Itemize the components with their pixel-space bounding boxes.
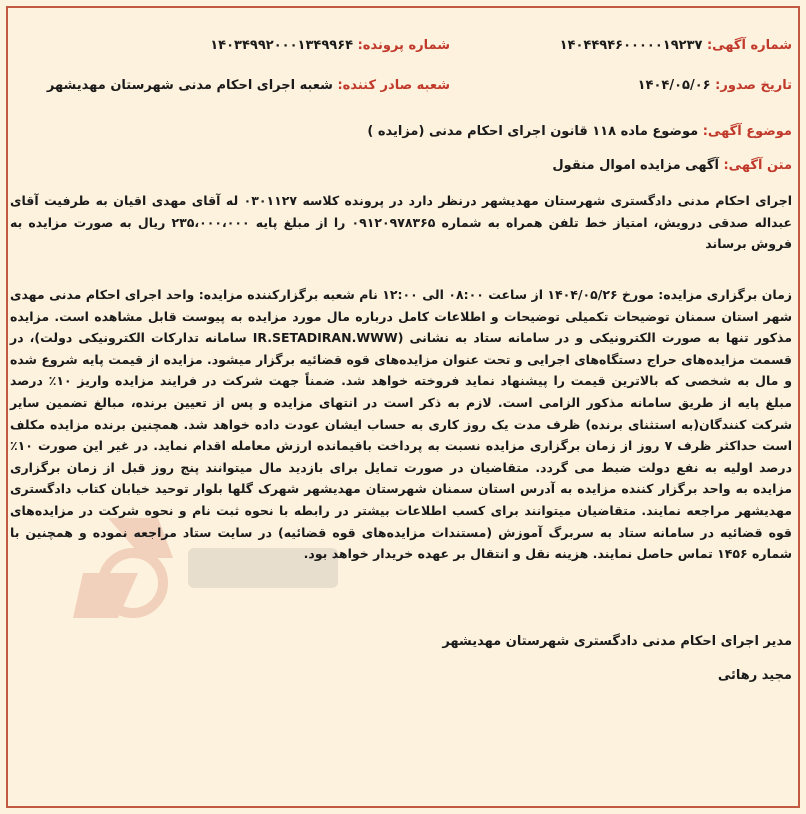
issuer-row <box>47 78 450 93</box>
issue-date-value: ۱۴۰۴/۰۵/۰۶ <box>637 78 711 93</box>
notice-paragraph-2: زمان برگزاری مزایده: مورخ ۱۴۰۴/۰۵/۲۶ از ساعت ۰۸:۰۰ الی ۱۲:۰۰ نام شعبه برگزارکننده مزایده: واحد اجرای احکام مدنی مهدی شهر استان سمنان توضیحات تکمیلی توضیحات و اطلاعات کامل درباره مال مورد مزایده به پیوست قابل مشاهده است. مزایده مذکور تنها به صورت الکترونیکی و در سامانه ستاد به نشانی (IR.SETADIRAN.WWW سامانه تدارکات الکترونیکی دولت)، در قسمت مزایده‌های حراج دستگاه‌های اجرایی و تحت عنوان مزایده‌های قوه قضائیه برگزار میشود. مزایده از قیمت پایه شروع شده و مال به شخصی که بالاترین قیمت را پیشنهاد نماید فروخته خواهد شد. ضمناً جهت شرکت در فرایند مزایده واریز ۱۰٪ درصد مبلغ پایه از طریق سامانه مذکور الزامی است. لازم به ذکر است در انتهای مزایده و پس از تعیین برنده، مبالغ تضمین سایر شرکت کنندگان(به استثنای برنده) ظرف مدت یک روز کاری به حساب ایشان عودت داده خواهد شد. همچنین برنده مزایده مکلف است حداکثر ظرف ۷ روز از زمان برگزاری مزایده نسبت به پرداخت باقیمانده ارزش معامله اقدام نماید. در غیر این صورت ۱۰٪ درصد اولیه به نفع دولت ضبط می گردد. متقاضیان در صورت تمایل برای بازدید مال میتوانند پنج روز قبل از زمان برگزاری مزایده به واحد برگزار کننده مزایده به آدرس استان سمنان شهرستان مهدیشهر شهرک گلها بلوار توحید خیابان کتاب دادگستری مهدیشهر مراجعه نمایند. متقاضیان میتوانند برای کسب اطلاعات بیشتر در رابطه با نحوه ثبت نام و نحوه شرکت در مزایده‌های قوه قضائیه در سامانه ستاد به سربرگ آموزش (مستندات مزایده‌های قوه قضائیه) در سایت ستاد مراجعه نموده و همچنین با شماره ۱۴۵۶ تماس حاصل نمایند. هزینه نقل و انتقال بر عهده خریدار خواهد بود. <box>10 287 793 562</box>
issue-date-row <box>638 78 792 93</box>
ad-number-row <box>560 38 792 53</box>
ad-number-label: شماره آگهی: <box>706 38 792 53</box>
signature-name: مجید رهائی <box>717 668 792 683</box>
issue-date-label: تاریخ صدور: <box>715 78 792 93</box>
case-number-value: ۱۴۰۳۴۹۹۲۰۰۰۱۳۴۹۹۶۴ <box>210 38 354 53</box>
body-title-value: آگهی مزایده اموال منقول <box>552 158 719 173</box>
signature-title: مدیر اجرای احکام مدنی دادگستری شهرستان مهدیشهر <box>442 634 792 649</box>
issuer-value: شعبه اجرای احکام مدنی شهرستان مهدیشهر <box>46 78 333 93</box>
issuer-label: شعبه صادر کننده: <box>337 78 450 93</box>
body-title-label: متن آگهی: <box>723 158 792 173</box>
notice-frame <box>6 6 800 808</box>
subject-value: موضوع ماده ۱۱۸ قانون اجرای احکام مدنی (مزایده ) <box>367 124 699 139</box>
body-title-row <box>552 158 792 173</box>
case-number-label: شماره پرونده: <box>357 38 450 53</box>
notice-paragraph-1: اجرای احکام مدنی دادگستری شهرستان مهدیشهر درنظر دارد در پرونده کلاسه ۰۳۰۱۱۲۷ له آقای مهدی اقیان به طرفیت آقای عبداله صدقی درویش، امتیاز خط تلفن همراه به شماره ۰۹۱۲۰۹۷۸۳۶۵ را از مبلغ پایه ۲۳۵،۰۰۰،۰۰۰ ریال به صورت مزایده به فروش برساند <box>10 193 792 252</box>
subject-label: موضوع آگهی: <box>702 124 792 139</box>
subject-row <box>367 124 792 139</box>
ad-number-value: ۱۴۰۴۴۹۴۶۰۰۰۰۰۱۹۲۳۷ <box>559 38 703 53</box>
case-number-row <box>210 38 450 53</box>
